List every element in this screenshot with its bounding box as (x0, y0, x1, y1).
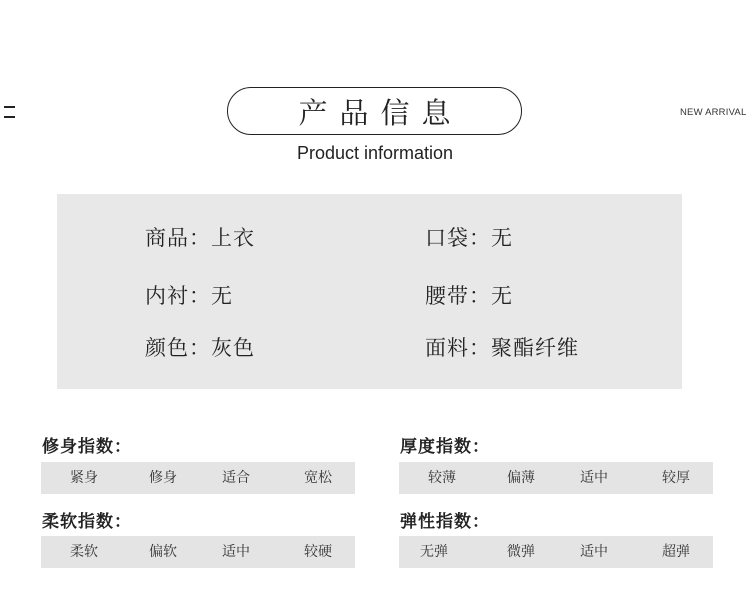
thickness-index-bar (399, 462, 713, 494)
elasticity-index-label: 弹性指数： (400, 512, 490, 532)
section-subtitle: Product information (296, 143, 454, 163)
softness-index-bar (41, 536, 355, 568)
fit-option[interactable]: 紧身 (70, 470, 98, 486)
thickness-option[interactable]: 偏薄 (507, 470, 535, 486)
thickness-option[interactable]: 较厚 (662, 470, 690, 486)
softness-option[interactable]: 偏软 (149, 544, 177, 560)
fit-option[interactable]: 修身 (149, 470, 177, 486)
softness-option[interactable]: 柔软 (70, 544, 98, 560)
elasticity-option[interactable]: 无弹 (420, 544, 448, 560)
thickness-option[interactable]: 适中 (580, 470, 608, 486)
softness-option[interactable]: 适中 (222, 544, 250, 560)
info-fabric: 面料：聚酯纤维 (425, 336, 579, 360)
info-product: 商品：上衣 (145, 226, 255, 250)
edge-decoration (4, 104, 16, 120)
softness-index-label: 柔软指数： (42, 512, 132, 532)
fit-option[interactable]: 适合 (222, 470, 250, 486)
product-info-panel (57, 194, 682, 389)
info-lining: 内衬：无 (145, 284, 233, 308)
softness-option[interactable]: 较硬 (304, 544, 332, 560)
info-pocket: 口袋：无 (425, 226, 513, 250)
fit-index-bar (41, 462, 355, 494)
section-title: 产品信息 (298, 95, 463, 130)
thickness-option[interactable]: 较薄 (428, 470, 456, 486)
fit-index-label: 修身指数： (42, 437, 132, 457)
info-belt: 腰带：无 (425, 284, 513, 308)
elasticity-option[interactable]: 超弹 (662, 544, 690, 560)
new-arrival-tag: NEW ARRIVAL (680, 107, 747, 118)
elasticity-index-bar (399, 536, 713, 568)
fit-option[interactable]: 宽松 (304, 470, 332, 486)
thickness-index-label: 厚度指数： (400, 437, 490, 457)
elasticity-option[interactable]: 微弹 (507, 544, 535, 560)
section-title-pill (227, 87, 522, 135)
info-color: 颜色：灰色 (145, 336, 255, 360)
elasticity-option[interactable]: 适中 (580, 544, 608, 560)
